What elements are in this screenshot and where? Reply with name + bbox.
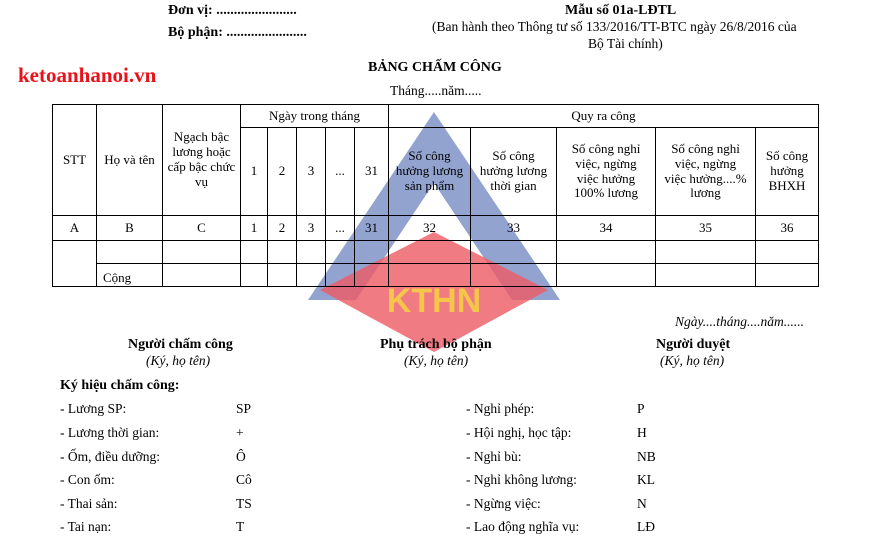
code-cell: 1 <box>241 216 268 241</box>
code-cell: 31 <box>355 216 389 241</box>
header-grade: Ngạch bậc lương hoặc cấp bậc chức vụ <box>163 105 241 216</box>
legend-code: KL <box>637 472 655 487</box>
date-line: Ngày....tháng....năm...... <box>675 314 805 329</box>
empty-cell <box>97 241 163 264</box>
empty-cell <box>389 264 471 287</box>
legend-code: N <box>637 496 647 511</box>
empty-cell <box>297 241 326 264</box>
legend-label: - Ốm, điều dưỡng: <box>60 449 160 464</box>
legend-code: SP <box>236 401 252 416</box>
legend-label: - Thai sản: <box>60 496 118 511</box>
header-day: 3 <box>297 128 326 216</box>
total-label: Cộng <box>97 264 163 287</box>
legend-code: Cô <box>236 472 252 487</box>
signer-title: Người duyệt <box>656 337 731 352</box>
code-cell: B <box>97 216 163 241</box>
code-cell: 36 <box>756 216 819 241</box>
legend-label: - Hội nghị, học tập: <box>466 425 572 440</box>
empty-cell <box>756 264 819 287</box>
empty-cell <box>656 241 756 264</box>
table-row <box>53 264 819 287</box>
unit-label: Đơn vị: ....................... <box>168 3 297 18</box>
legend-code: H <box>637 425 647 440</box>
code-cell: 34 <box>557 216 656 241</box>
timesheet-table <box>52 104 819 287</box>
legend-label: - Nghỉ phép: <box>466 401 535 416</box>
empty-cell <box>471 264 557 287</box>
empty-cell <box>557 241 656 264</box>
empty-cell <box>53 241 97 287</box>
code-cell: 3 <box>297 216 326 241</box>
empty-cell <box>268 241 297 264</box>
code-cell: C <box>163 216 241 241</box>
dept-label: Bộ phận: ....................... <box>168 25 307 40</box>
header-day: ... <box>326 128 355 216</box>
watermark-text: KTHN <box>386 282 482 320</box>
signer-note: (Ký, họ tên) <box>146 353 211 368</box>
document-title: BẢNG CHẤM CÔNG <box>368 60 502 75</box>
empty-cell <box>163 264 241 287</box>
header-day: 1 <box>241 128 268 216</box>
legend-code: Ô <box>236 449 246 464</box>
empty-cell <box>241 264 268 287</box>
empty-cell <box>389 241 471 264</box>
code-cell: 32 <box>389 216 471 241</box>
header-quy: Số công hưởng lương sản phẩm <box>389 128 471 216</box>
legend-label: - Con ốm: <box>60 472 115 487</box>
legend-code: TS <box>236 496 252 511</box>
empty-cell <box>557 264 656 287</box>
legend-code: LĐ <box>637 519 655 534</box>
signer-note: (Ký, họ tên) <box>660 353 725 368</box>
form-code: Mẫu số 01a-LĐTL <box>565 3 677 18</box>
legend-code: + <box>236 425 244 440</box>
empty-cell <box>326 264 355 287</box>
empty-cell <box>355 241 389 264</box>
empty-cell <box>355 264 389 287</box>
header-quy: Số công hưởng lương thời gian <box>471 128 557 216</box>
header-day: 2 <box>268 128 297 216</box>
period-line: Tháng.....năm..... <box>390 83 482 98</box>
legend-label: - Lao động nghĩa vụ: <box>466 519 580 534</box>
form-note-line-1: (Ban hành theo Thông tư số 133/2016/TT-BTC ngày 26/8/2016 của <box>432 19 797 34</box>
code-cell: ... <box>326 216 355 241</box>
legend-title: Ký hiệu chấm công: <box>60 378 180 393</box>
header-quy-group: Quy ra công <box>389 105 819 128</box>
brand-logo-text: ketoanhanoi.vn <box>18 63 157 87</box>
empty-cell <box>163 241 241 264</box>
empty-cell <box>326 241 355 264</box>
header-quy: Số công hưởng BHXH <box>756 128 819 216</box>
empty-cell <box>471 241 557 264</box>
code-cell: A <box>53 216 97 241</box>
legend-label: - Ngừng việc: <box>466 496 541 511</box>
signer-title: Phụ trách bộ phận <box>380 337 492 352</box>
form-note-line-2: Bộ Tài chính) <box>588 36 663 51</box>
signer-title: Người chấm công <box>128 337 233 352</box>
empty-cell <box>756 241 819 264</box>
legend-code: P <box>637 401 645 416</box>
legend-label: - Nghỉ không lương: <box>466 472 577 487</box>
legend-label: - Nghỉ bù: <box>466 449 522 464</box>
empty-cell <box>297 264 326 287</box>
empty-cell <box>241 241 268 264</box>
header-name: Họ và tên <box>97 105 163 216</box>
code-cell: 35 <box>656 216 756 241</box>
legend-code: NB <box>637 449 656 464</box>
header-quy: Số công nghỉ việc, ngừng việc hưởng 100% lương <box>557 128 656 216</box>
legend-label: - Lương SP: <box>60 401 127 416</box>
code-cell: 33 <box>471 216 557 241</box>
header-day: 31 <box>355 128 389 216</box>
signer-note: (Ký, họ tên) <box>404 353 469 368</box>
empty-cell <box>656 264 756 287</box>
legend-code: T <box>236 519 245 534</box>
table-row <box>53 216 819 241</box>
legend-label: - Lương thời gian: <box>60 425 160 440</box>
code-cell: 2 <box>268 216 297 241</box>
header-stt: STT <box>53 105 97 216</box>
header-quy: Số công nghỉ việc, ngừng việc hưởng....% lương <box>656 128 756 216</box>
table-row <box>53 241 819 264</box>
legend-label: - Tai nạn: <box>60 519 112 534</box>
empty-cell <box>268 264 297 287</box>
header-days-group: Ngày trong tháng <box>241 105 389 128</box>
